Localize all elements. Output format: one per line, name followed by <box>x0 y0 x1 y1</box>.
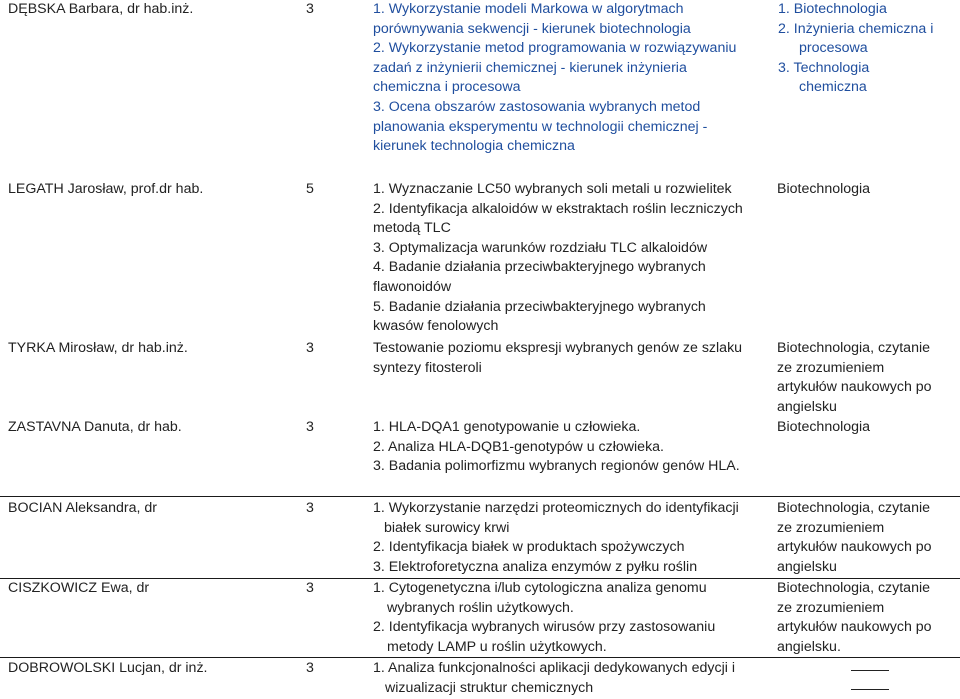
supervisor-name: ZASTAVNA Danuta, dr hab. <box>8 419 182 435</box>
topic-line: metody LAMP u roślin użytkowych. <box>387 638 607 655</box>
supervisor-name: DOBROWOLSKI Lucjan, dr inż. <box>8 660 208 676</box>
topic-line: planowania eksperymentu w technologii chemicznej - <box>373 118 708 135</box>
field-line: Biotechnologia, czytanie <box>777 500 931 516</box>
topic-line: 2. Identyfikacja białek w produktach spożywczych <box>373 539 685 556</box>
field-line: artykułów naukowych po <box>777 539 932 556</box>
field-line: Biotechnologia <box>777 181 871 197</box>
topic-line: 4. Badanie działania przeciwbakteryjnego wybranych <box>373 259 706 276</box>
topic-line: 1. Wyznaczanie LC50 wybranych soli metali u rozwielitek <box>373 181 732 197</box>
field-list <box>778 0 958 98</box>
topic-line: kwasów fenolowych <box>373 318 499 335</box>
topic-line: 1. Wykorzystanie modeli Markowa w algorytmach <box>373 1 684 17</box>
empty-field-dash <box>851 689 889 690</box>
field-line: artykułów naukowych po <box>777 379 932 396</box>
field-list <box>777 418 957 438</box>
topic-line: białek surowicy krwi <box>384 519 510 536</box>
field-line: chemiczna <box>799 79 867 96</box>
supervisor-name: LEGATH Jarosław, prof.dr hab. <box>8 181 204 197</box>
table-row <box>0 338 960 418</box>
topic-line: chemiczna i procesowa <box>373 79 521 96</box>
field-line: ze zrozumieniem <box>777 599 885 616</box>
topic-line: zadań z inżynierii chemicznej - kierunek inżynieria <box>373 59 687 76</box>
field-line: Biotechnologia, czytanie <box>777 580 931 596</box>
topic-count: 3 <box>306 419 314 435</box>
supervisor-name: DĘBSKA Barbara, dr hab.inż. <box>8 1 194 17</box>
topic-line: 3. Badania polimorfizmu wybranych regionów genów HLA. <box>373 458 740 475</box>
topic-line: 2. Identyfikacja alkaloidów w ekstraktach roślin leczniczych <box>373 200 743 217</box>
topic-count: 3 <box>306 1 314 17</box>
topic-line: 1. Wykorzystanie narzędzi proteomicznych do identyfikacji <box>373 500 739 516</box>
supervisor-name: TYRKA Mirosław, dr hab.inż. <box>8 340 188 356</box>
topic-line: 2. Analiza HLA-DQB1-genotypów u człowieka. <box>373 438 664 455</box>
table-row <box>0 418 960 496</box>
field-line: ze zrozumieniem <box>777 519 885 536</box>
topic-line: 3. Ocena obszarów zastosowania wybranych metod <box>373 98 701 115</box>
table-row <box>0 657 960 699</box>
topic-line: 1. Cytogenetyczna i/lub cytologiczna analiza genomu <box>373 580 707 596</box>
supervisor-name: CISZKOWICZ Ewa, dr <box>8 580 150 596</box>
topic-line: wizualizacji struktur chemicznych <box>385 679 594 696</box>
topic-list <box>373 418 773 477</box>
field-line: angielsku <box>777 398 837 415</box>
topic-line: metodą TLC <box>373 220 451 237</box>
table-row <box>0 178 960 340</box>
topic-count: 3 <box>306 660 314 676</box>
table-row <box>0 578 960 658</box>
topic-line: porównywania sekwencji - kierunek biotechnologia <box>373 20 691 37</box>
field-list <box>777 339 957 417</box>
field-line: Biotechnologia <box>777 419 871 435</box>
field-line: artykułów naukowych po <box>777 619 932 636</box>
topic-line: syntezy fitosteroli <box>373 359 482 376</box>
empty-field-dash <box>851 670 889 671</box>
field-line: 3. Technologia <box>778 59 870 76</box>
topic-list <box>373 499 773 577</box>
field-line: Biotechnologia, czytanie <box>777 340 931 356</box>
topic-list <box>373 579 773 657</box>
field-line: 1. Biotechnologia <box>778 1 887 17</box>
topic-list <box>373 659 773 698</box>
topic-line: 3. Optymalizacja warunków rozdziału TLC alkaloidów <box>373 239 708 256</box>
supervisor-name: BOCIAN Aleksandra, dr <box>8 500 158 516</box>
topic-line: 1. HLA-DQA1 genotypowanie u człowieka. <box>373 419 641 435</box>
topic-list <box>373 339 773 378</box>
field-list <box>777 180 957 200</box>
field-line: angielsku <box>777 558 837 575</box>
topic-line: 1. Analiza funkcjonalności aplikacji dedykowanych edycji i <box>373 660 735 676</box>
topic-count: 3 <box>306 580 314 596</box>
topic-line: 2. Wykorzystanie metod programowania w rozwiązywaniu <box>373 40 737 57</box>
topic-count: 3 <box>306 500 314 516</box>
topic-line: 5. Badanie działania przeciwbakteryjnego wybranych <box>373 298 706 315</box>
topic-line: 2. Identyfikacja wybranych wirusów przy zastosowaniu <box>373 619 716 636</box>
table-row <box>0 496 960 578</box>
table-row <box>0 0 960 178</box>
topic-line: wybranych roślin użytkowych. <box>387 599 574 616</box>
topic-line: Testowanie poziomu ekspresji wybranych genów ze szlaku <box>373 340 743 356</box>
field-line: procesowa <box>799 40 868 57</box>
field-list <box>777 499 957 577</box>
topic-list <box>373 180 773 337</box>
topic-list <box>373 0 773 157</box>
field-line: ze zrozumieniem <box>777 359 885 376</box>
topic-count: 5 <box>306 181 314 197</box>
field-list <box>777 579 957 657</box>
field-line: 2. Inżynieria chemiczna i <box>778 20 934 37</box>
topic-line: 3. Elektroforetyczna analiza enzymów z pyłku roślin <box>373 558 698 575</box>
topic-line: kierunek technologia chemiczna <box>373 138 575 155</box>
topic-line: flawonoidów <box>373 278 452 295</box>
topic-count: 3 <box>306 340 314 356</box>
field-line: angielsku. <box>777 638 841 655</box>
